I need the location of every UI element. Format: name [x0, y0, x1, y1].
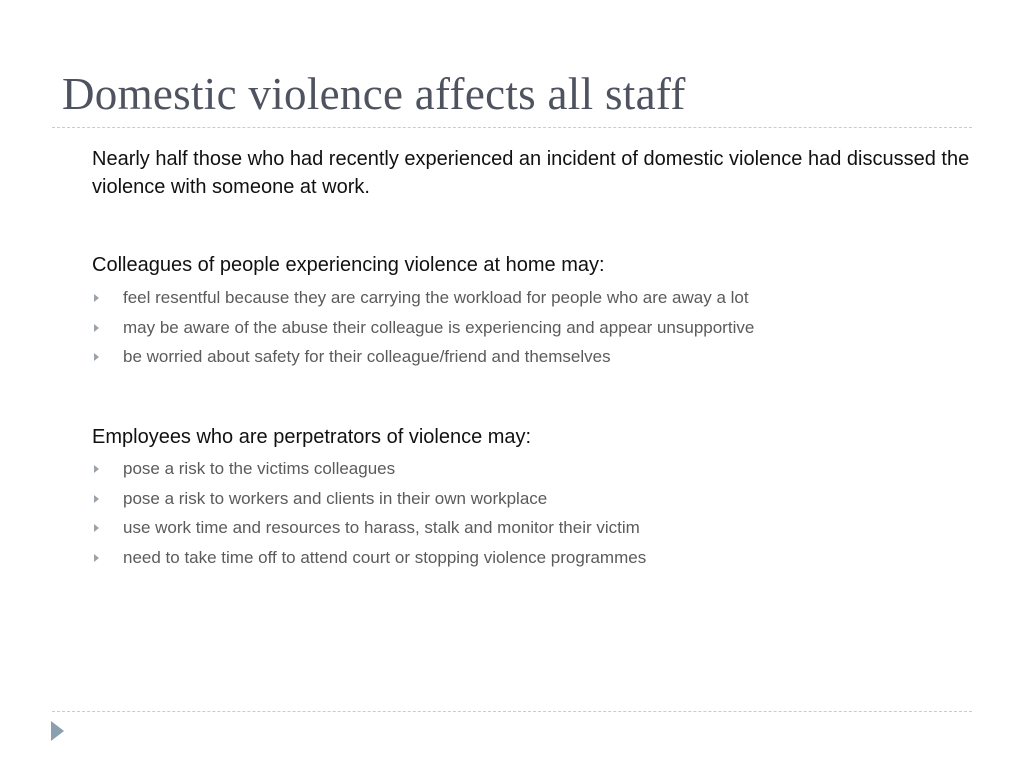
list-item-text: feel resentful because they are carrying the workload for people who are away a lot: [123, 288, 749, 307]
section-heading-colleagues: Colleagues of people experiencing violence at home may:: [92, 254, 605, 276]
list-item-text: pose a risk to the victims colleagues: [123, 459, 396, 478]
list-item-text: pose a risk to workers and clients in their own workplace: [123, 488, 548, 508]
title-divider: [52, 127, 972, 128]
list-item-text: be worried about safety for their colleague/friend and themselves: [123, 347, 611, 366]
intro-paragraph: Nearly half those who had recently experienced an incident of domestic violence had discussed the violence with someone at work.: [92, 148, 970, 198]
triangle-right-icon: [94, 465, 99, 473]
triangle-right-icon: [94, 495, 99, 503]
list-item-text: may be aware of the abuse their colleague is experiencing and appear unsupportive: [123, 317, 755, 337]
footer-divider: [52, 711, 972, 712]
triangle-right-icon: [94, 294, 99, 302]
list-item-text: need to take time off to attend court or stopping violence programmes: [123, 547, 647, 567]
triangle-right-icon: [94, 524, 99, 532]
triangle-right-icon: [94, 324, 99, 332]
slide-title: Domestic violence affects all staff: [62, 69, 686, 119]
play-arrow-icon[interactable]: [51, 721, 64, 741]
list-item-text: use work time and resources to harass, stalk and monitor their victim: [123, 518, 640, 537]
triangle-right-icon: [94, 554, 99, 562]
section-heading-perpetrators: Employees who are perpetrators of violence may:: [92, 426, 532, 448]
triangle-right-icon: [94, 353, 99, 361]
